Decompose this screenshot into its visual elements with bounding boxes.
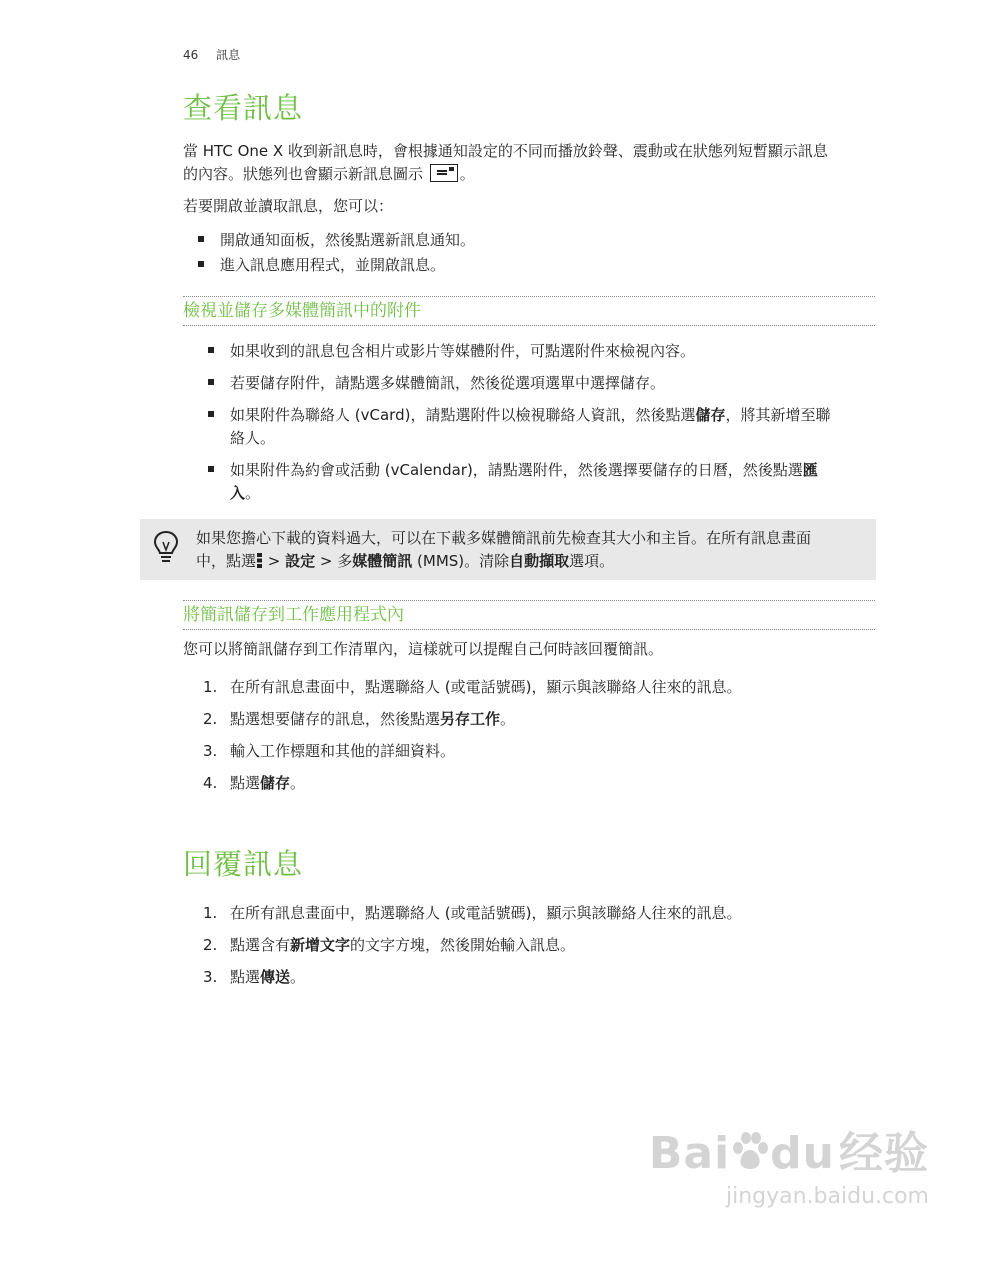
item-text: 絡人。 [230,429,276,447]
bullet-marker [208,347,214,353]
step-part: 點選 [230,774,261,792]
tip-text-part: (MMS)。清除 [412,552,510,570]
step-part: 點選想要儲存的訊息，然後點選 [230,710,441,728]
page-number: 46 [183,48,199,62]
step-part: 的文字方塊，然後開始輸入訊息。 [350,936,576,954]
paragraph-notification [183,140,878,186]
step-bold: 儲存 [260,774,291,792]
step-number: 2. [203,710,218,728]
tip-bold: 自動擷取 [509,552,570,570]
lightbulb-icon [153,530,179,564]
bullet-marker [198,236,204,242]
watermark-logo-right: du [770,1128,835,1179]
step-part: 點選 [230,968,261,986]
para1-line1: 當 HTC One X 收到新訊息時，會根據通知設定的不同而播放鈴聲、震動或在狀態列短暫顯示訊息 [183,142,828,160]
running-header [183,46,240,63]
step-number: 3. [203,968,218,986]
paw-icon [730,1132,770,1172]
step-part: 。 [290,968,306,986]
step-number: 4. [203,774,218,792]
subsection-title-save-to-tasks: 將簡訊儲存到工作應用程式內 [183,600,875,630]
item-text: 如果附件為聯絡人 (vCard)，請點選附件以檢視聯絡人資訊，然後點選 [230,406,696,424]
tip-text [196,527,866,573]
tip-text-part: > 多 [315,552,353,570]
step-part: 輸入工作標題和其他的詳細資料。 [230,742,456,760]
step-bold: 傳送 [260,968,291,986]
subsection-title-attachments: 檢視並儲存多媒體簡訊中的附件 [183,296,875,326]
tip-text-part: 中，點選 [196,552,257,570]
step-text [230,966,880,989]
step-part: 在所有訊息畫面中，點選聯絡人 (或電話號碼)，顯示與該聯絡人往來的訊息。 [230,904,742,922]
step-text [230,902,880,925]
step-part: 。 [290,774,306,792]
bullet-marker [208,379,214,385]
item-text: 。 [245,484,261,502]
watermark-cn: 经验 [839,1128,929,1179]
item-text: ，將其新增至聯 [725,406,831,424]
section-title-view-messages: 查看訊息 [183,91,304,125]
list-item: 如果收到的訊息包含相片或影片等媒體附件，可點選附件來檢視內容。 [230,342,696,360]
step-bold: 另存工作 [440,710,501,728]
step-text [230,676,880,699]
list-item: 開啟通知面板，然後點選新訊息通知。 [220,231,476,249]
section-title-reply: 回覆訊息 [183,847,304,881]
paragraph-tasks-intro: 您可以將簡訊儲存到工作清單內，這樣就可以提醒自己何時該回覆簡訊。 [183,640,664,658]
para1-end: 。 [459,165,475,183]
step-number: 2. [203,936,218,954]
bullet-marker [208,411,214,417]
para1-line2: 的內容。狀態列也會顯示新訊息圖示 [183,165,424,183]
step-part: 點選含有 [230,936,291,954]
step-part: 。 [500,710,516,728]
new-message-icon [430,164,458,182]
item-text: 如果附件為約會或活動 (vCalendar)，請點選附件，然後選擇要儲存的日曆，然後點選 [230,461,803,479]
bullet-marker [198,261,204,267]
step-part: 在所有訊息畫面中，點選聯絡人 (或電話號碼)，顯示與該聯絡人往來的訊息。 [230,678,742,696]
step-text [230,740,880,763]
watermark-logo-left: Bai [648,1128,731,1179]
tip-line1: 如果您擔心下載的資料過大，可以在下載多媒體簡訊前先檢查其大小和主旨。在所有訊息畫面 [196,529,812,547]
paragraph-open-read: 若要開啟並讀取訊息，您可以： [183,197,394,215]
list-item-vcalendar [230,459,880,505]
step-bold: 新增文字 [290,936,351,954]
list-item: 若要儲存附件，請點選多媒體簡訊，然後從選項選單中選擇儲存。 [230,374,666,392]
menu-icon [257,553,262,568]
step-text [230,934,880,957]
step-text [230,708,880,731]
tip-bold: 媒體簡訊 [352,552,413,570]
list-item: 進入訊息應用程式，並開啟訊息。 [220,256,446,274]
watermark-url: jingyan.baidu.com [725,1184,929,1209]
step-number: 3. [203,742,218,760]
item-bold: 儲存 [695,406,726,424]
section-name: 訊息 [216,48,241,62]
tip-bold: 設定 [285,552,316,570]
step-number: 1. [203,904,218,922]
baidu-watermark [649,1130,929,1209]
list-item-vcard [230,404,880,450]
step-number: 1. [203,678,218,696]
item-bold: 入 [230,484,246,502]
bullet-marker [208,466,214,472]
tip-text-part: 選項。 [569,552,615,570]
tip-text-part: > [263,552,286,570]
item-bold: 匯 [802,461,818,479]
step-text [230,772,880,795]
